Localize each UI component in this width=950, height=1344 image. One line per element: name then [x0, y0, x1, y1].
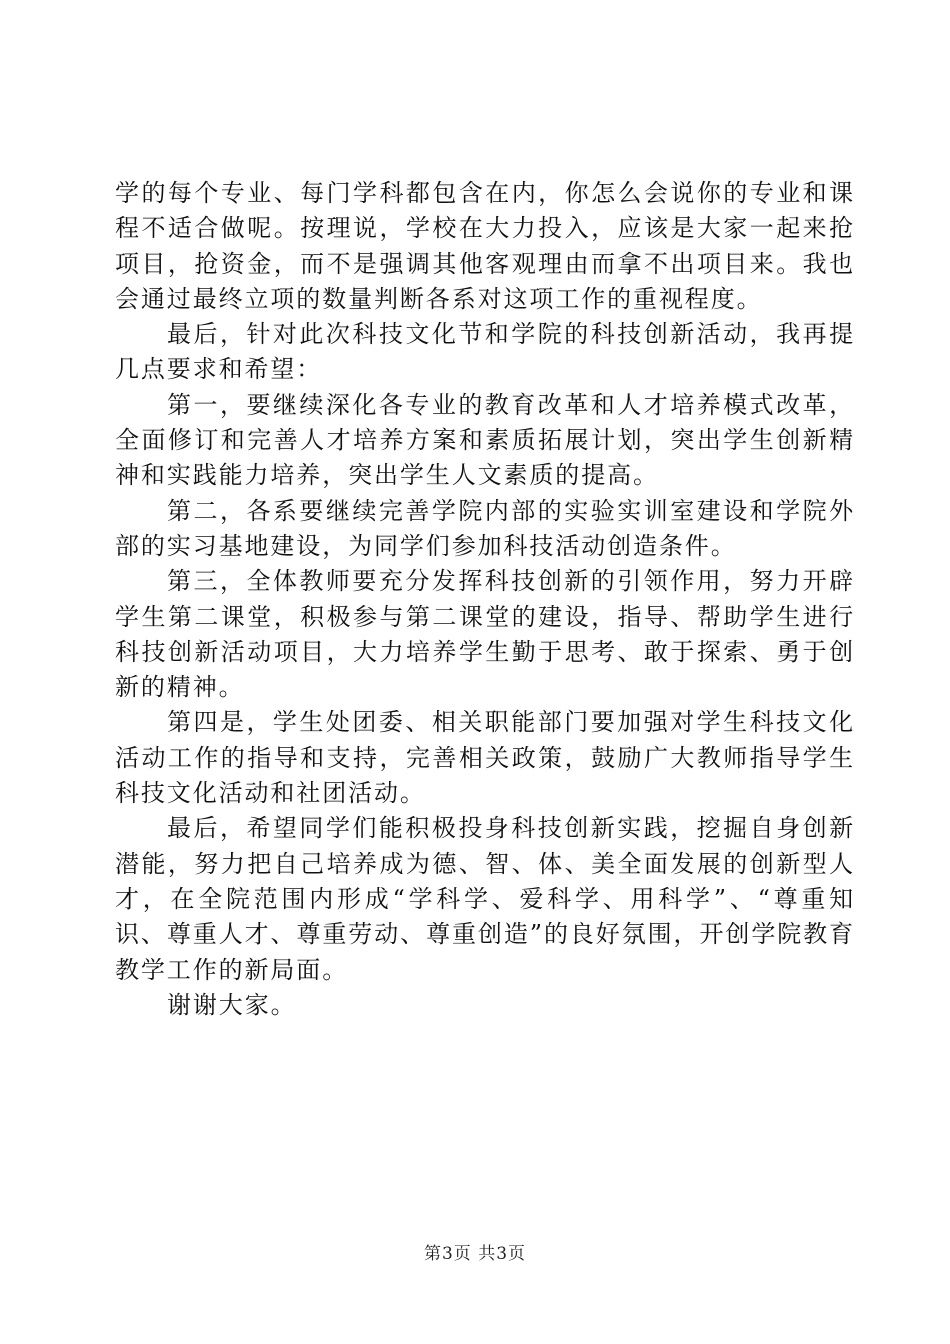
paragraph-point-one: 第一，要继续深化各专业的教育改革和人才培养模式改革，全面修订和完善人才培养方案和素质拓展计划，突出学生创新精神和实践能力培养，突出学生人文素质的提高。 [115, 390, 855, 490]
paragraph-thanks: 谢谢大家。 [167, 990, 297, 1019]
paragraph-closing-hope: 最后，希望同学们能积极投身科技创新实践，挖掘自身创新潜能，努力把自己培养成为德、智、体、美全面发展的创新型人才，在全院范围内形成“学科学、爱科学、用科学”、“尊重知识、尊重人才、尊重劳动、尊重创造”的良好氛围，开创学院教育教学工作的新局面。 [115, 814, 855, 984]
paragraph-requirements-intro: 最后，针对此次科技文化节和学院的科技创新活动，我再提几点要求和希望： [115, 320, 855, 384]
paragraph-continuation: 学的每个专业、每门学科都包含在内，你怎么会说你的专业和课程不适合做呢。按理说，学校在大力投入，应该是大家一起来抢项目，抢资金，而不是强调其他客观理由而拿不出项目来。我也会通过最终立项的数量判断各系对这项工作的重视程度。 [115, 179, 855, 313]
page-number-footer: 第3页 共3页 [423, 1244, 527, 1264]
paragraph-point-four: 第四是，学生处团委、相关职能部门要加强对学生科技文化活动工作的指导和支持，完善相关政策，鼓励广大教师指导学生科技文化活动和社团活动。 [115, 708, 855, 808]
paragraph-point-two: 第二，各系要继续完善学院内部的实验实训室建设和学院外部的实习基地建设，为同学们参加科技活动创造条件。 [115, 496, 855, 560]
paragraph-point-three: 第三，全体教师要充分发挥科技创新的引领作用，努力开辟学生第二课堂，积极参与第二课堂的建设，指导、帮助学生进行科技创新活动项目，大力培养学生勤于思考、敢于探索、勇于创新的精神。 [115, 567, 855, 702]
document-body [115, 176, 855, 1023]
